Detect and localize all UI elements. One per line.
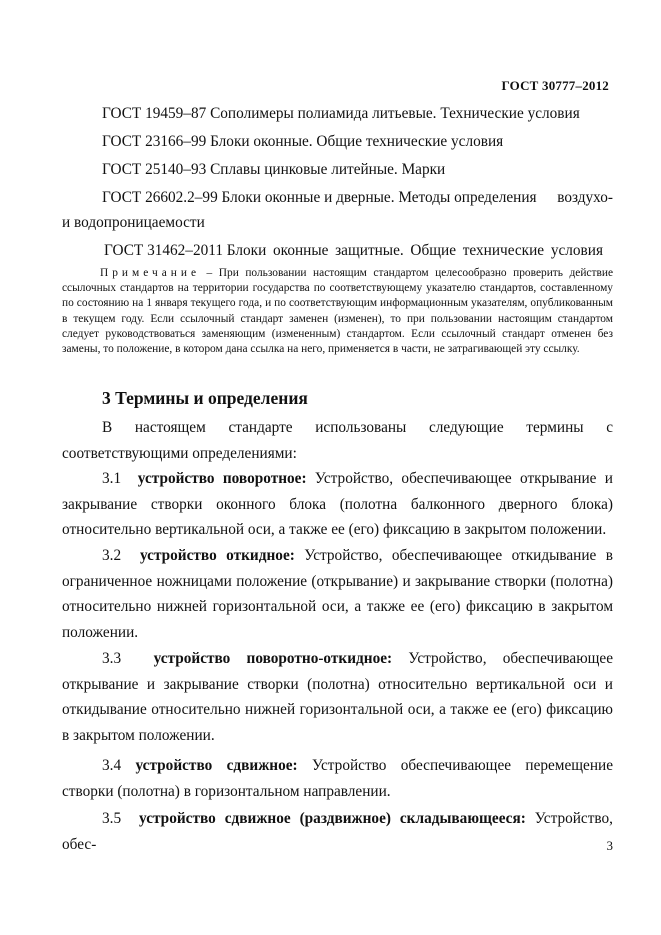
term-3-3 [62,646,613,748]
section-intro: В настоящем стандарте использованы следующие термины с соответствующими определениями: [62,419,613,462]
term-definition: Устройство, обес- [62,810,614,853]
term-name: устройство сдвижное (раздвижное) складывающееся: [139,810,526,827]
reference-gost-25140: ГОСТ 25140–93 Сплавы цинковые литейные. Марки [102,161,446,178]
page-number: 3 [606,838,613,853]
term-definition: Устройство обеспечивающее перемещение створки (полотна) в горизонтальном направлении. [62,757,614,800]
reference-word: технические [462,242,545,259]
note-text: – При пользовании настоящим стандартом целесообразно проверить действие ссылочных стандартов на территории государства по соответствующему указателю стандартов, составленному по состоянию на 1 января текущего года, и по соответствующим информационным указателям, опубликованным в текущем году. Если ссылочный стандарт заменен (изменен), то при пользовании настоящим стандартом следует руководствоваться заменяющим (измененным) стандартом. Если ссылочный стандарт отменен без замены, то положение, в котором дана ссылка на него, применяется в части, не затрагивающей эту ссылку. [62,267,613,356]
note-label: Примечание [100,267,201,279]
term-definition: Устройство, обеспечивающее открывание и закрывание створки оконного блока (полотна балконного дверного блока) относительно вертикальной оси, а также ее (его) фиксацию в закрытом положении. [62,470,613,539]
reference-gost-26602-text: ГОСТ 26602.2–99 Блоки оконные и дверные. Методы определения [102,189,537,206]
term-name: устройство поворотное: [137,470,307,487]
reference-gost-19459: ГОСТ 19459–87 Сополимеры полиамида литьевые. Технические условия [102,105,580,122]
term-3-5 [62,806,613,857]
reference-gost-31462 [104,241,603,261]
term-number: 3.2 [102,547,122,564]
reference-word: Общие [410,242,457,259]
term-number: 3.3 [102,650,122,667]
reference-gost-23166: ГОСТ 23166–99 Блоки оконные. Общие технические условия [102,133,504,150]
term-3-4 [62,753,613,804]
document-code-header: ГОСТ 30777–2012 [501,78,609,93]
reference-gost-26602-line2: и водопроницаемости [62,214,205,231]
term-number: 3.5 [102,810,122,827]
reference-gost-26602-hyphenated: воздухо- [557,189,613,206]
term-3-1 [62,466,613,543]
term-name: устройство поворотно-откидное: [153,650,393,667]
note-paragraph [62,266,613,357]
term-definition: Устройство, обеспечивающее откидывание в ограниченное ножницами положение (открывание) и закрывание створки (полотна) относительно нижней горизонтальной оси, а также ее (его) фиксацию в закрытом положении. [62,547,613,641]
reference-word: условия [550,242,603,259]
reference-word: оконные [273,242,329,259]
section-title: 3 Термины и определения [102,388,308,408]
reference-word: ГОСТ 31462–2011 Блоки [104,242,267,259]
term-number: 3.1 [102,470,122,487]
reference-word: защитные. [335,242,404,259]
term-3-2 [62,543,613,645]
term-name: устройство откидное: [139,547,295,564]
term-definition: Устройство, обеспечивающее открывание и закрывание створки (полотна) относительно вертикальной оси и откидывание относительно нижней горизонтальной оси, а также ее (его) фиксацию в закрытом положении. [62,650,613,744]
term-number: 3.4 [102,757,122,774]
term-name: устройство сдвижное: [135,757,298,774]
reference-gost-26602-line1 [102,188,613,208]
